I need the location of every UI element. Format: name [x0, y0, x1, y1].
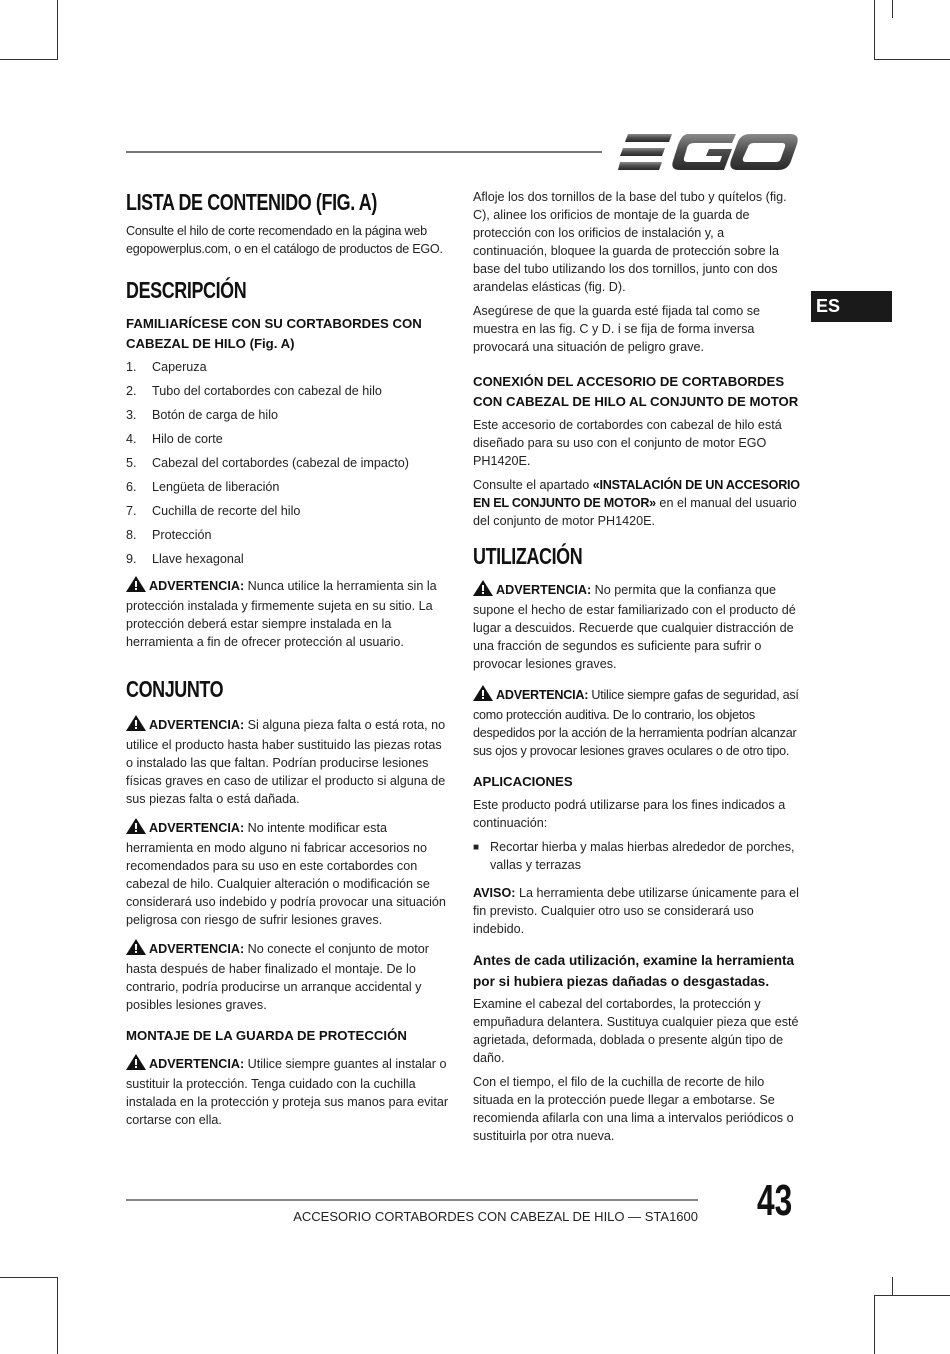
warning-triangle-icon: [126, 1054, 146, 1075]
crop-mark: [57, 1277, 58, 1354]
warning-text: No permita que la confianza que supone el hecho de estar familiarizado con el producto dé lugar a descuidos. Recuerde que cualquier distracción de una fracción de segundos es suficiente para sufrir o provocar lesiones graves.: [473, 583, 796, 671]
notice-text: La herramienta debe utilizarse únicamente para el fin previsto. Cualquier otro uso se considerará uso indebido.: [473, 886, 799, 936]
list-item: 2. Tubo del cortabordes con cabezal de hilo: [126, 384, 382, 398]
warning-triangle-icon: [126, 715, 146, 736]
warning-text: No intente modificar esta herramienta en modo alguno ni fabricar accesorios no recomendados para su uso en este cortabordes con cabezal de hilo. Cualquier alteración o modificación se considerará uso indebido y podría provocar una situación peligrosa con riesgo de sufrir lesiones graves.: [126, 821, 446, 927]
footer-product-line: ACCESORIO CORTABORDES CON CABEZAL DE HILO — STA1600: [293, 1209, 698, 1224]
language-tab: ES: [811, 291, 892, 322]
guard-title: MONTAJE DE LA GUARDA DE PROTECCIÓN: [126, 1028, 407, 1043]
right-column: [473, 188, 801, 1151]
usage-title: UTILIZACIÓN: [473, 543, 583, 569]
applications-text: Este producto podrá utilizarse para los fines indicados a continuación:: [473, 798, 786, 830]
list-item: 3. Botón de carga de hilo: [126, 408, 279, 422]
connect-reference: Consulte el apartado «INSTALACIÓN DE UN ACCESORIO EN EL CONJUNTO DE MOTOR» en el manual del usuario del conjunto de motor PH1420E.: [473, 478, 800, 528]
crop-mark: [0, 59, 58, 60]
warning-label: ADVERTENCIA:: [496, 688, 589, 702]
crop-mark: [874, 0, 875, 60]
warning-text: Si alguna pieza falta o está rota, no utilice el producto hasta haber sustituido las piezas rotas o instalado las que faltan. Podrían producirse lesiones físicas graves en caso de utilizar el producto si alguna de sus piezas falta o está dañada.: [126, 718, 446, 806]
connect-text: Este accesorio de cortabordes con cabezal de hilo está diseñado para su uso con el conjunto de motor EGO PH1420E.: [473, 418, 782, 468]
warning-label: ADVERTENCIA:: [149, 942, 245, 956]
warning-text: No conecte el conjunto de motor hasta después de haber finalizado el montaje. De lo contrario, podría producirse un arranque accidental y posibles lesiones graves.: [126, 942, 429, 1012]
warning-text: Nunca utilice la herramienta sin la protección instalada y firmemente sujeta en su sitio. La protección deberá estar siempre instalada en la herramienta a fin de ofrecer protección al usuario.: [126, 579, 437, 649]
page-number: 43: [757, 1176, 793, 1225]
bullet-square-icon: ■: [473, 842, 480, 853]
assembly-title: CONJUNTO: [126, 676, 224, 702]
familiarize-title: FAMILIARÍCESE CON SU CORTABORDES CON CABEZAL DE HILO (Fig. A): [126, 316, 422, 351]
inspect-title: Antes de cada utilización, examine la herramienta por si hubiera piezas dañadas o desgastadas.: [473, 953, 795, 989]
warning-paragraph: [473, 685, 801, 760]
list-item: 5. Cabezal del cortabordes (cabezal de impacto): [126, 456, 409, 470]
warning-text: Utilice siempre guantes al instalar o sustituir la protección. Tenga cuidado con la cuchilla instalada en la protección y proteja sus manos para evitar cortarse con ella.: [126, 1057, 449, 1127]
left-column: [126, 188, 452, 1135]
guard-caution: Asegúrese de que la guarda esté fijada tal como se muestra en las fig. C y D. i se fija de forma inversa provocará una situación de peligro grave.: [473, 304, 761, 354]
list-item: 8. Protección: [126, 528, 212, 542]
description-title: DESCRIPCIÓN: [126, 277, 247, 303]
warning-label: ADVERTENCIA:: [149, 821, 245, 835]
warning-triangle-icon: [126, 576, 146, 597]
inspect-text: Examine el cabezal del cortabordes, la protección y empuñadura delantera. Sustituya cualquier pieza que esté agrietada, deformada, doblada o presente algún tipo de daño.: [473, 997, 799, 1065]
contents-text: Consulte el hilo de corte recomendado en la página web egopowerplus.com, o en el catálogo de productos de EGO.: [126, 224, 443, 256]
warning-paragraph: [126, 1054, 452, 1129]
crop-mark: [874, 59, 950, 60]
notice-paragraph: [473, 884, 801, 938]
warning-triangle-icon: [126, 939, 146, 960]
parts-list: [126, 358, 452, 574]
list-item: 1. Caperuza: [126, 360, 207, 374]
crop-mark: [0, 1277, 58, 1278]
inspect-text-2: Con el tiempo, el filo de la cuchilla de recorte de hilo situada en la protección puede llegar a embotarse. Se recomienda afilarla con una lima a intervalos periódicos o sustituirla por otra nueva.: [473, 1075, 794, 1143]
warning-label: ADVERTENCIA:: [149, 579, 245, 593]
list-item: 4. Hilo de corte: [126, 432, 223, 446]
list-item: 7. Cuchilla de recorte del hilo: [126, 504, 301, 518]
list-item: 9. Llave hexagonal: [126, 552, 244, 566]
footer-rule: [126, 1199, 698, 1201]
warning-triangle-icon: [473, 580, 493, 601]
warning-label: ADVERTENCIA:: [149, 718, 245, 732]
list-item: ■ Recortar hierba y malas hierbas alrededor de porches, vallas y terrazas: [473, 840, 795, 872]
connect-title: CONEXIÓN DEL ACCESORIO DE CORTABORDES CON CABEZAL DE HILO AL CONJUNTO DE MOTOR: [473, 374, 799, 409]
notice-label: AVISO:: [473, 886, 516, 900]
warning-label: ADVERTENCIA:: [496, 583, 592, 597]
warning-text: Utilice siempre gafas de seguridad, así como protección auditiva. De lo contrario, los objetos despedidos por la acción de la herramienta podrían alcanzar sus ojos y provocar lesiones graves oculares o de otro tipo.: [473, 688, 799, 758]
contents-title: LISTA DE CONTENIDO (FIG. A): [126, 189, 377, 215]
warning-triangle-icon: [126, 818, 146, 839]
ego-logo: [618, 132, 800, 177]
warning-paragraph: [473, 580, 801, 673]
crop-mark: [874, 1295, 950, 1296]
applications-title: APLICACIONES: [473, 774, 573, 789]
warning-paragraph: [126, 715, 452, 808]
guard-instructions: Afloje los dos tornillos de la base del tubo y quítelos (fig. C), alinee los orificios de montaje de la guarda de protección con los orificios de instalación y, a continuación, bloquee la guarda de protección sobre la base del tubo utilizando los dos tornillos, junto con dos arandelas elásticas (fig. D).: [473, 190, 787, 294]
crop-mark: [874, 1295, 875, 1354]
warning-paragraph: [126, 939, 452, 1014]
list-item: 6. Lengüeta de liberación: [126, 480, 280, 494]
crop-mark: [892, 0, 893, 18]
crop-mark: [57, 0, 58, 60]
warning-label: ADVERTENCIA:: [149, 1057, 245, 1071]
applications-list: [473, 838, 801, 874]
warning-triangle-icon: [473, 685, 493, 706]
crop-mark: [892, 1277, 893, 1295]
header-rule: [126, 151, 602, 153]
warning-paragraph: [126, 818, 452, 929]
warning-paragraph: [126, 576, 452, 651]
